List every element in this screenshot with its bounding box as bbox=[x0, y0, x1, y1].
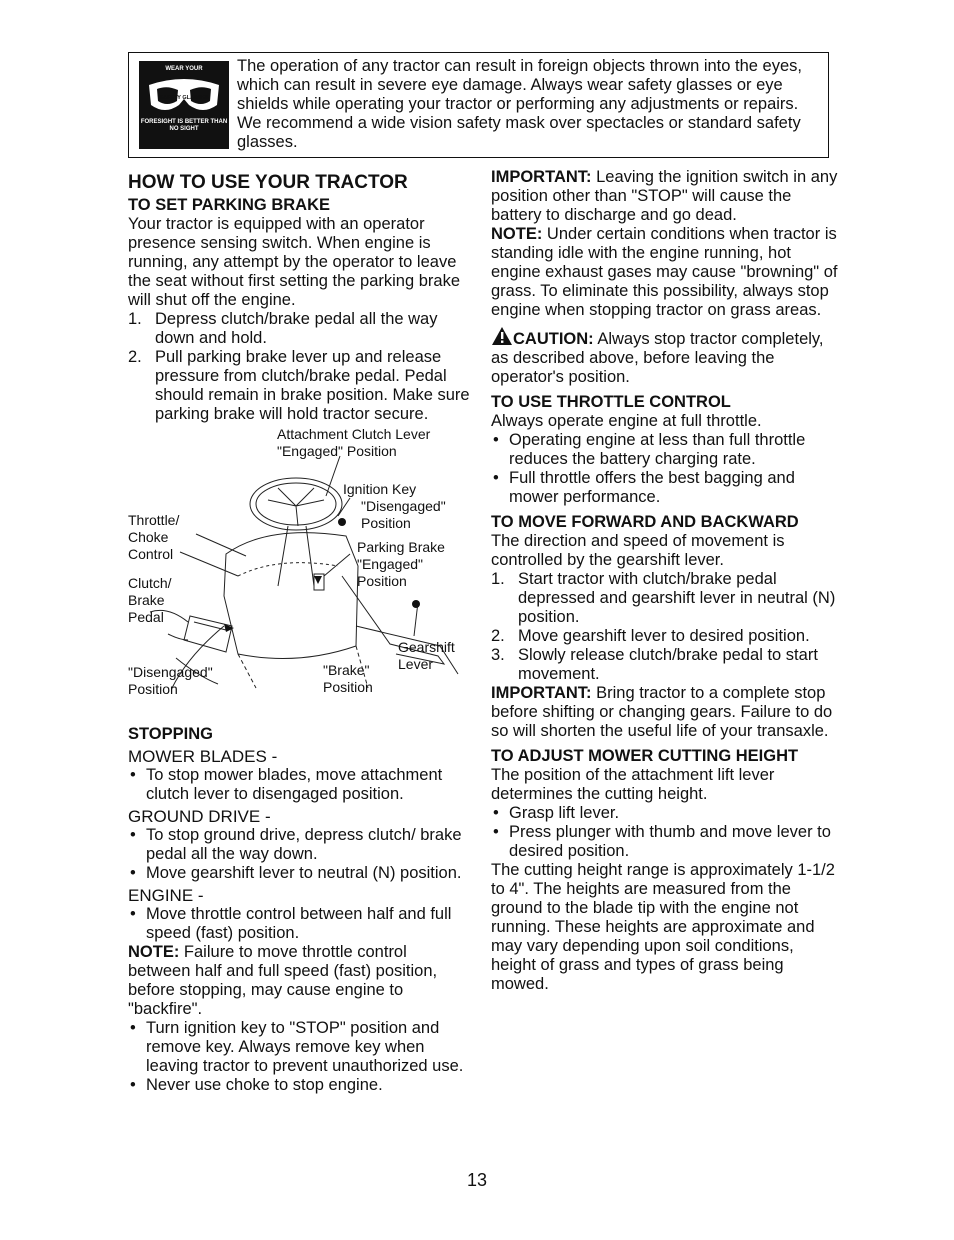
throttle-heading: TO USE THROTTLE CONTROL bbox=[491, 393, 731, 411]
list-item bbox=[491, 469, 841, 507]
stopping-note bbox=[128, 943, 473, 1019]
parking-step bbox=[128, 348, 473, 424]
note-text: Failure to move throttle control between half and full speed (fast) position, before stopping, may cause engine to "backfire". bbox=[128, 943, 438, 1018]
list-item bbox=[128, 905, 473, 943]
move-step bbox=[491, 627, 841, 646]
list-item bbox=[128, 826, 473, 864]
list-item bbox=[491, 823, 841, 861]
fig-label-clutch: Clutch/ bbox=[128, 575, 172, 591]
move-intro: The direction and speed of movement is controlled by the gearshift lever. bbox=[491, 532, 785, 569]
important-label: IMPORTANT: bbox=[491, 684, 592, 702]
icon-caption-mid: SAFETY GLASSES bbox=[159, 95, 209, 101]
parking-step bbox=[128, 310, 473, 348]
bullet: • bbox=[130, 766, 136, 784]
move-heading: TO MOVE FORWARD AND BACKWARD bbox=[491, 513, 799, 531]
bullet: • bbox=[130, 826, 136, 844]
bullet: • bbox=[130, 905, 136, 923]
list-item bbox=[491, 431, 841, 469]
fig-label-pedal: Pedal bbox=[128, 609, 164, 625]
bullet: • bbox=[130, 1019, 136, 1037]
list-item bbox=[491, 804, 841, 823]
cutting-height-heading: TO ADJUST MOWER CUTTING HEIGHT bbox=[491, 747, 799, 765]
list-item bbox=[128, 766, 473, 804]
throttle-intro: Always operate engine at full throttle. bbox=[491, 412, 762, 430]
list-item bbox=[128, 1019, 473, 1076]
step-text: Slowly release clutch/brake pedal to start movement. bbox=[518, 646, 818, 683]
important-gears bbox=[491, 684, 841, 741]
bullet: • bbox=[493, 431, 499, 449]
step-text: Depress clutch/brake pedal all the way down and hold. bbox=[155, 310, 438, 347]
list-item-text: Operating engine at less than full throttle reduces the battery charging rate. bbox=[509, 431, 806, 468]
list-item-text: Turn ignition key to "STOP" position and remove key. Always remove key when leaving tractor to prevent unauthorized use. bbox=[146, 1019, 464, 1075]
step-number: 1. bbox=[128, 310, 142, 328]
list-item-text: To stop ground drive, depress clutch/ brake pedal all the way down. bbox=[146, 826, 462, 863]
caution-triangle-icon bbox=[491, 326, 513, 346]
ground-drive-label: GROUND DRIVE - bbox=[128, 807, 271, 826]
mower-blades-label: MOWER BLADES - bbox=[128, 747, 278, 766]
move-step bbox=[491, 646, 841, 684]
icon-caption-top: WEAR YOUR bbox=[165, 66, 203, 72]
caution-label: CAUTION: bbox=[513, 330, 594, 348]
move-step bbox=[491, 570, 841, 627]
right-column bbox=[491, 168, 841, 994]
fig-label-brake-quoted: "Brake" bbox=[323, 662, 370, 678]
caution-text: Always stop tractor completely, as described above, before leaving the operator's position. bbox=[491, 330, 824, 386]
important-label: IMPORTANT: bbox=[491, 168, 592, 186]
list-item-text: Move gearshift lever to neutral (N) position. bbox=[146, 864, 462, 882]
note-label: NOTE: bbox=[128, 943, 180, 961]
step-number: 2. bbox=[128, 348, 142, 366]
controls-figure bbox=[128, 426, 473, 721]
fig-label-position: Position bbox=[128, 681, 178, 697]
fig-label-position: Position bbox=[323, 679, 373, 695]
fig-label-choke: Choke bbox=[128, 529, 169, 545]
fig-label-control: Control bbox=[128, 546, 174, 562]
list-item-text: Move throttle control between half and full speed (fast) position. bbox=[146, 905, 452, 942]
fig-label-gearshift: Gearshift bbox=[398, 639, 455, 655]
stopping-heading: STOPPING bbox=[128, 725, 213, 743]
important-text: Bring tractor to a complete stop before shifting or changing gears. Failure to do so will shorten the useful life of your transaxle. bbox=[491, 684, 833, 740]
fig-label-disengaged: "Disengaged" bbox=[128, 664, 213, 680]
list-item-text: Grasp lift lever. bbox=[509, 804, 620, 822]
fig-label-position: Position bbox=[361, 515, 411, 531]
bullet: • bbox=[493, 823, 499, 841]
list-item-text: Press plunger with thumb and move lever to desired position. bbox=[509, 823, 831, 860]
list-item bbox=[128, 864, 473, 883]
step-number: 2. bbox=[491, 627, 505, 645]
fig-label-disengaged: "Disengaged" bbox=[361, 498, 446, 514]
fig-label-lever: Lever bbox=[398, 656, 434, 672]
fig-label-engaged-position: "Engaged" Position bbox=[277, 443, 397, 459]
list-item-text: To stop mower blades, move attachment clutch lever to disengaged position. bbox=[146, 766, 443, 803]
bullet: • bbox=[493, 469, 499, 487]
section-title: HOW TO USE YOUR TRACTOR bbox=[128, 172, 408, 193]
list-item-text: Never use choke to stop engine. bbox=[146, 1076, 383, 1094]
page-number: 13 bbox=[466, 1170, 488, 1190]
step-number: 3. bbox=[491, 646, 505, 664]
caution-paragraph bbox=[491, 326, 841, 387]
fig-label-engaged: "Engaged" bbox=[357, 556, 423, 572]
bullet: • bbox=[130, 1076, 136, 1094]
parking-brake-intro: Your tractor is equipped with an operator presence sensing switch. When engine is running, any attempt by the operator to leave the seat without first setting the parking brake will shut off the engine. bbox=[128, 215, 461, 309]
left-column bbox=[128, 172, 473, 1095]
fig-label-parking-brake: Parking Brake bbox=[357, 539, 445, 555]
important-ignition bbox=[491, 168, 841, 225]
step-text: Pull parking brake lever up and release pressure from clutch/brake pedal. Pedal should remain in brake position. Make sure parking brake will hold tractor secure. bbox=[155, 348, 470, 423]
engine-label: ENGINE - bbox=[128, 886, 204, 905]
fig-label-attachment-clutch-lever: Attachment Clutch Lever bbox=[277, 426, 431, 442]
important-text: Leaving the ignition switch in any position other than "STOP" will cause the battery to discharge and go dead. bbox=[491, 168, 838, 224]
list-item bbox=[128, 1076, 473, 1095]
bullet: • bbox=[130, 864, 136, 882]
step-number: 1. bbox=[491, 570, 505, 588]
safety-goggles-icon bbox=[139, 61, 229, 149]
bullet: • bbox=[493, 804, 499, 822]
eye-safety-warning-box bbox=[128, 52, 829, 158]
list-item-text: Full throttle offers the best bagging and mower performance. bbox=[509, 469, 795, 506]
note-browning bbox=[491, 225, 841, 320]
step-text: Move gearshift lever to desired position. bbox=[518, 627, 810, 645]
warning-text: The operation of any tractor can result in foreign objects thrown into the eyes, which can result in severe eye damage. Always wear safety glasses or eye shields while operating your tractor or performing any adjustments or repairs. We recommend a wide vision safety mask over spectacles or standard safety glasses. bbox=[237, 57, 802, 151]
fig-label-position: Position bbox=[357, 573, 407, 589]
fig-label-ignition-key: Ignition Key bbox=[343, 481, 417, 497]
parking-brake-heading: TO SET PARKING BRAKE bbox=[128, 196, 330, 214]
fig-label-throttle: Throttle/ bbox=[128, 512, 180, 528]
note-label: NOTE: bbox=[491, 225, 543, 243]
fig-label-brake: Brake bbox=[128, 592, 165, 608]
cutting-intro: The position of the attachment lift lever determines the cutting height. bbox=[491, 766, 775, 803]
cutting-outro: The cutting height range is approximately 1-1/2 to 4". The heights are measured from the ground to the blade tip with the engine not running. These heights are approximate and may vary depending upon soil conditions, height of grass and types of grass being mowed. bbox=[491, 861, 835, 993]
note-text: Under certain conditions when tractor is standing idle with the engine running, hot engine exhaust gases may cause "browning" of grass. To eliminate this possibility, always stop engine when stopping tractor on grass areas. bbox=[491, 225, 838, 319]
step-text: Start tractor with clutch/brake pedal depressed and gearshift lever in neutral (N) position. bbox=[518, 570, 836, 626]
icon-caption-bottom: FORESIGHT IS BETTER THAN NO SIGHT bbox=[140, 119, 228, 132]
